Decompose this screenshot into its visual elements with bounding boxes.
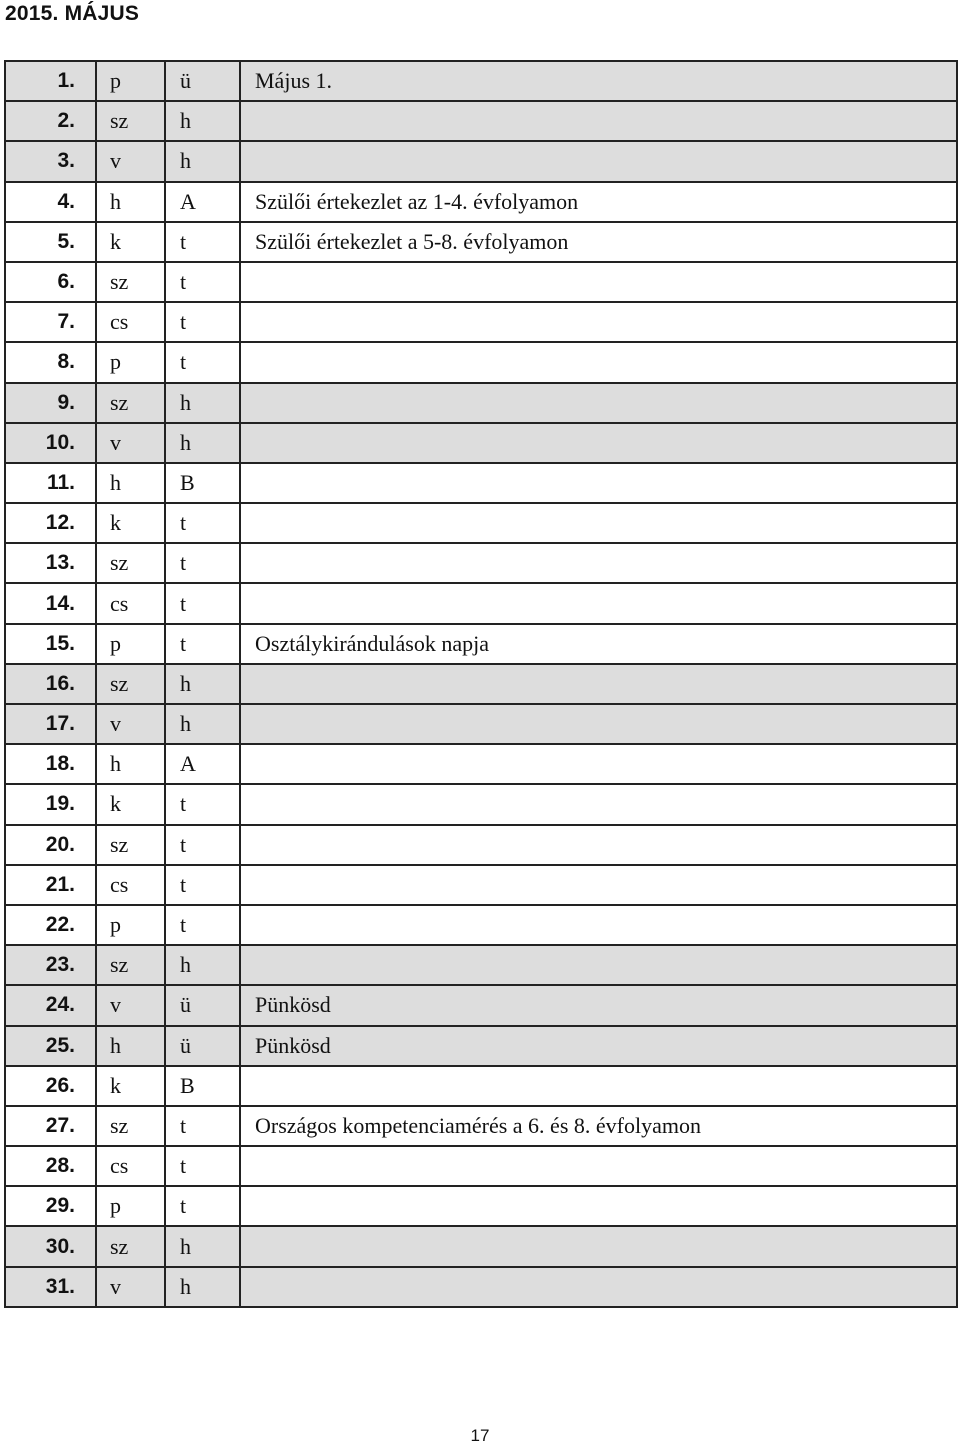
- event-cell: Május 1.: [240, 61, 957, 101]
- calendar-row: [5, 945, 957, 985]
- event-cell: [240, 825, 957, 865]
- day-type-cell: B: [165, 463, 240, 503]
- day-number-cell: 19.: [5, 784, 96, 824]
- day-type-cell: ü: [165, 985, 240, 1025]
- page-title: 2015. MÁJUS: [5, 2, 140, 25]
- weekday-cell: v: [96, 1267, 165, 1307]
- calendar-row: [5, 1146, 957, 1186]
- weekday-cell: sz: [96, 1106, 165, 1146]
- event-cell: [240, 945, 957, 985]
- event-cell: [240, 784, 957, 824]
- weekday-cell: sz: [96, 101, 165, 141]
- weekday-cell: sz: [96, 945, 165, 985]
- calendar-body: [5, 61, 957, 1307]
- weekday-cell: sz: [96, 543, 165, 583]
- day-number-cell: 1.: [5, 61, 96, 101]
- weekday-cell: sz: [96, 383, 165, 423]
- page-number: 17: [470, 1426, 490, 1445]
- calendar-table: [4, 60, 958, 1308]
- calendar-row: [5, 1026, 957, 1066]
- event-cell: [240, 383, 957, 423]
- day-type-cell: t: [165, 262, 240, 302]
- day-type-cell: t: [165, 302, 240, 342]
- event-cell: [240, 1146, 957, 1186]
- weekday-cell: sz: [96, 262, 165, 302]
- calendar-row: [5, 905, 957, 945]
- weekday-cell: h: [96, 744, 165, 784]
- calendar-row: [5, 262, 957, 302]
- day-number-cell: 15.: [5, 624, 96, 664]
- day-type-cell: h: [165, 423, 240, 463]
- day-number-cell: 25.: [5, 1026, 96, 1066]
- weekday-cell: cs: [96, 302, 165, 342]
- day-number-cell: 11.: [5, 463, 96, 503]
- day-number-cell: 12.: [5, 503, 96, 543]
- event-cell: [240, 463, 957, 503]
- day-number-cell: 16.: [5, 664, 96, 704]
- calendar-row: [5, 583, 957, 623]
- event-cell: [240, 865, 957, 905]
- event-cell: Országos kompetenciamérés a 6. és 8. évfolyamon: [240, 1106, 957, 1146]
- day-type-cell: t: [165, 342, 240, 382]
- weekday-cell: p: [96, 624, 165, 664]
- weekday-cell: h: [96, 182, 165, 222]
- event-cell: [240, 342, 957, 382]
- calendar-row: [5, 463, 957, 503]
- calendar-row: [5, 1267, 957, 1307]
- event-cell: [240, 1267, 957, 1307]
- event-cell: [240, 141, 957, 181]
- event-cell: Szülői értekezlet az 1-4. évfolyamon: [240, 182, 957, 222]
- event-cell: [240, 1226, 957, 1266]
- calendar-row: [5, 784, 957, 824]
- calendar-row: [5, 423, 957, 463]
- calendar-row: [5, 383, 957, 423]
- calendar-row: [5, 985, 957, 1025]
- weekday-cell: p: [96, 61, 165, 101]
- day-type-cell: A: [165, 182, 240, 222]
- day-number-cell: 21.: [5, 865, 96, 905]
- day-number-cell: 8.: [5, 342, 96, 382]
- event-cell: [240, 543, 957, 583]
- calendar-row: [5, 704, 957, 744]
- weekday-cell: p: [96, 342, 165, 382]
- day-type-cell: A: [165, 744, 240, 784]
- weekday-cell: k: [96, 784, 165, 824]
- weekday-cell: p: [96, 1186, 165, 1226]
- weekday-cell: k: [96, 503, 165, 543]
- event-cell: Osztálykirándulások napja: [240, 624, 957, 664]
- event-cell: [240, 583, 957, 623]
- calendar-row: [5, 744, 957, 784]
- day-number-cell: 5.: [5, 222, 96, 262]
- day-number-cell: 3.: [5, 141, 96, 181]
- day-number-cell: 29.: [5, 1186, 96, 1226]
- day-type-cell: t: [165, 1146, 240, 1186]
- calendar-row: [5, 624, 957, 664]
- calendar-row: [5, 302, 957, 342]
- weekday-cell: sz: [96, 664, 165, 704]
- weekday-cell: cs: [96, 1146, 165, 1186]
- day-number-cell: 14.: [5, 583, 96, 623]
- day-type-cell: t: [165, 503, 240, 543]
- day-number-cell: 6.: [5, 262, 96, 302]
- event-cell: [240, 302, 957, 342]
- day-number-cell: 24.: [5, 985, 96, 1025]
- weekday-cell: cs: [96, 865, 165, 905]
- event-cell: [240, 503, 957, 543]
- day-type-cell: h: [165, 383, 240, 423]
- weekday-cell: v: [96, 141, 165, 181]
- day-type-cell: ü: [165, 1026, 240, 1066]
- event-cell: Pünkösd: [240, 1026, 957, 1066]
- day-number-cell: 31.: [5, 1267, 96, 1307]
- calendar-row: [5, 543, 957, 583]
- calendar-row: [5, 61, 957, 101]
- day-type-cell: t: [165, 583, 240, 623]
- day-type-cell: t: [165, 1186, 240, 1226]
- calendar-row: [5, 1066, 957, 1106]
- weekday-cell: h: [96, 1026, 165, 1066]
- day-type-cell: h: [165, 101, 240, 141]
- day-type-cell: h: [165, 1267, 240, 1307]
- day-number-cell: 4.: [5, 182, 96, 222]
- event-cell: [240, 101, 957, 141]
- day-type-cell: t: [165, 222, 240, 262]
- calendar-row: [5, 1186, 957, 1226]
- day-number-cell: 10.: [5, 423, 96, 463]
- calendar-row: [5, 825, 957, 865]
- day-type-cell: h: [165, 141, 240, 181]
- weekday-cell: v: [96, 423, 165, 463]
- day-type-cell: t: [165, 784, 240, 824]
- event-cell: [240, 664, 957, 704]
- weekday-cell: k: [96, 1066, 165, 1106]
- day-number-cell: 23.: [5, 945, 96, 985]
- calendar-row: [5, 141, 957, 181]
- day-number-cell: 27.: [5, 1106, 96, 1146]
- event-cell: Szülői értekezlet a 5-8. évfolyamon: [240, 222, 957, 262]
- day-type-cell: h: [165, 1226, 240, 1266]
- calendar-row: [5, 222, 957, 262]
- day-number-cell: 20.: [5, 825, 96, 865]
- day-number-cell: 22.: [5, 905, 96, 945]
- day-number-cell: 2.: [5, 101, 96, 141]
- day-number-cell: 9.: [5, 383, 96, 423]
- day-type-cell: t: [165, 905, 240, 945]
- calendar-row: [5, 865, 957, 905]
- day-number-cell: 26.: [5, 1066, 96, 1106]
- day-type-cell: B: [165, 1066, 240, 1106]
- weekday-cell: h: [96, 463, 165, 503]
- calendar-row: [5, 182, 957, 222]
- day-type-cell: ü: [165, 61, 240, 101]
- calendar-row: [5, 101, 957, 141]
- event-cell: [240, 1186, 957, 1226]
- event-cell: [240, 1066, 957, 1106]
- day-number-cell: 28.: [5, 1146, 96, 1186]
- weekday-cell: k: [96, 222, 165, 262]
- weekday-cell: p: [96, 905, 165, 945]
- day-type-cell: t: [165, 543, 240, 583]
- calendar-row: [5, 342, 957, 382]
- day-type-cell: t: [165, 865, 240, 905]
- event-cell: [240, 704, 957, 744]
- calendar-row: [5, 503, 957, 543]
- event-cell: Pünkösd: [240, 985, 957, 1025]
- day-type-cell: t: [165, 1106, 240, 1146]
- calendar-row: [5, 664, 957, 704]
- calendar-row: [5, 1226, 957, 1266]
- calendar-row: [5, 1106, 957, 1146]
- weekday-cell: cs: [96, 583, 165, 623]
- weekday-cell: sz: [96, 1226, 165, 1266]
- day-type-cell: t: [165, 624, 240, 664]
- day-number-cell: 7.: [5, 302, 96, 342]
- weekday-cell: v: [96, 985, 165, 1025]
- event-cell: [240, 905, 957, 945]
- event-cell: [240, 744, 957, 784]
- day-number-cell: 13.: [5, 543, 96, 583]
- day-type-cell: h: [165, 664, 240, 704]
- day-type-cell: h: [165, 704, 240, 744]
- weekday-cell: v: [96, 704, 165, 744]
- weekday-cell: sz: [96, 825, 165, 865]
- day-number-cell: 18.: [5, 744, 96, 784]
- day-number-cell: 30.: [5, 1226, 96, 1266]
- event-cell: [240, 423, 957, 463]
- day-type-cell: h: [165, 945, 240, 985]
- day-number-cell: 17.: [5, 704, 96, 744]
- day-type-cell: t: [165, 825, 240, 865]
- event-cell: [240, 262, 957, 302]
